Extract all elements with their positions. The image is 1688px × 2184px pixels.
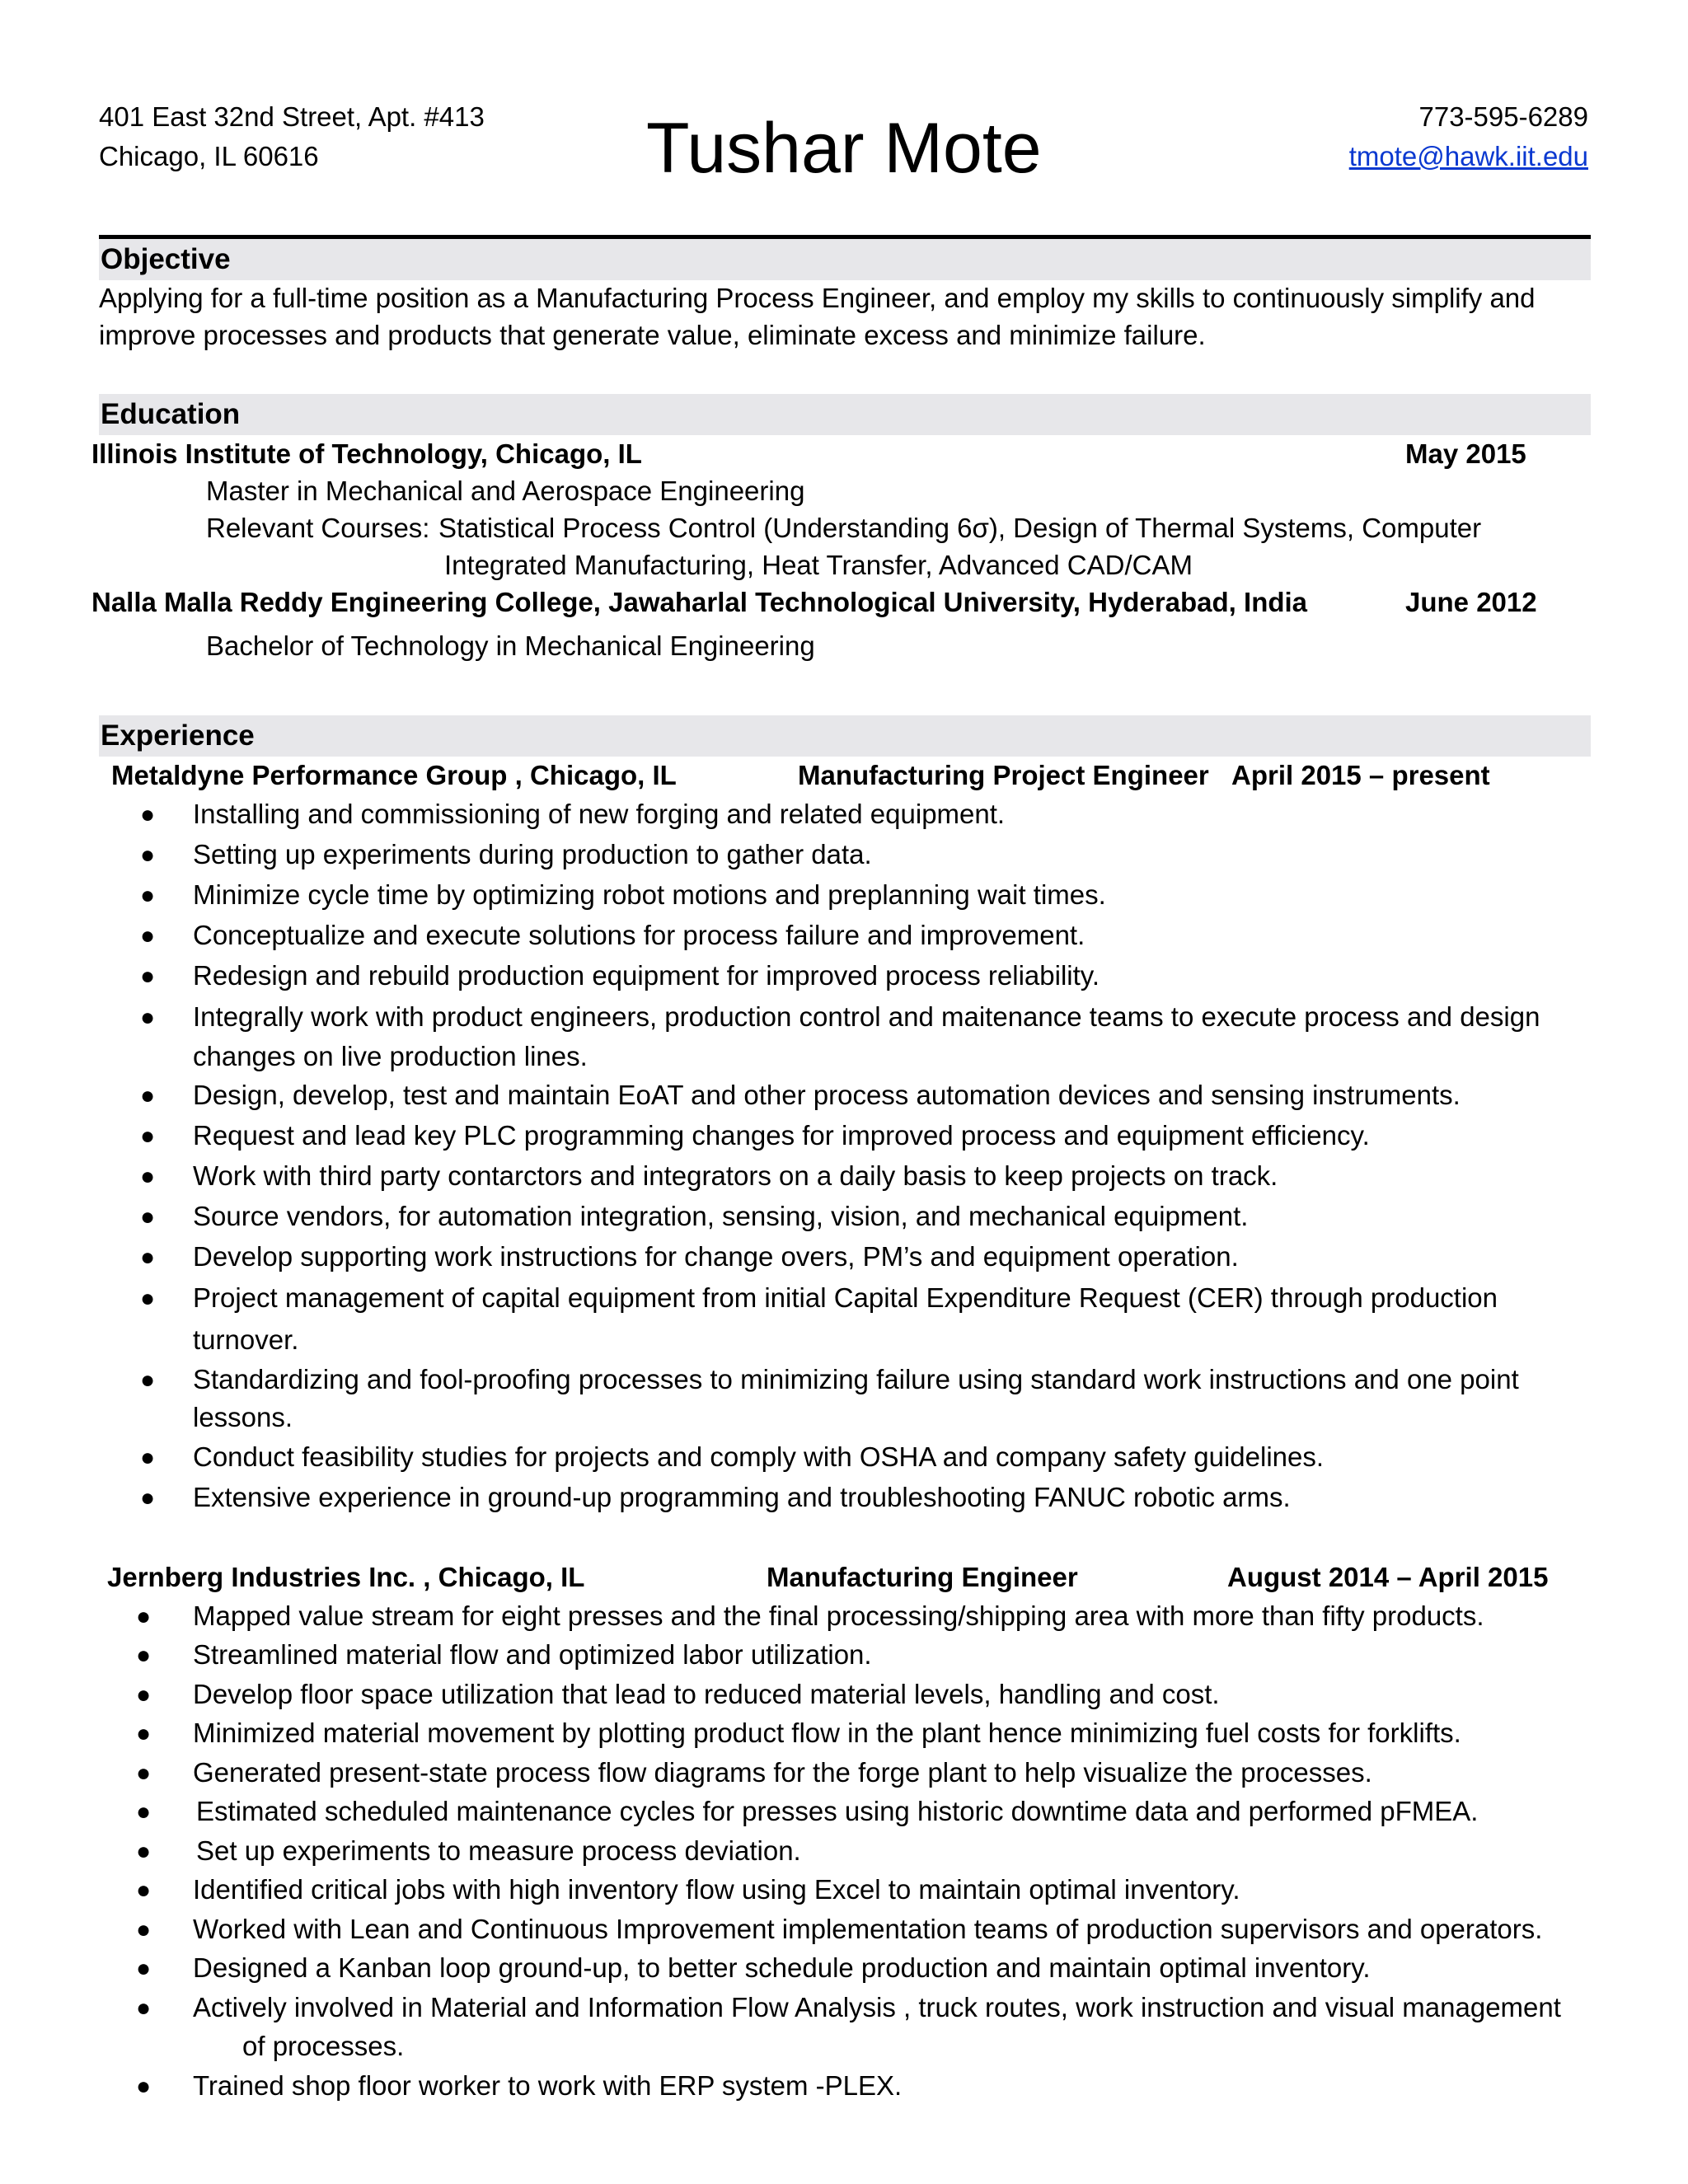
school-date: May 2015 [1405,438,1526,469]
job-bullet-continuation: of processes. [242,2031,405,2061]
bullet-icon: ● [140,882,156,909]
job-bullet-continuation: lessons. [193,1402,293,1432]
job-bullet: Worked with Lean and Continuous Improvement implementation teams of production supervisors and operators. [193,1914,1543,1944]
job-bullet: Estimated scheduled maintenance cycles for presses using historic downtime data and performed pFMEA. [196,1796,1479,1826]
job-bullet-continuation: turnover. [193,1324,299,1355]
job-bullet: Set up experiments to measure process deviation. [196,1835,801,1866]
job-bullet: Develop supporting work instructions for change overs, PM’s and equipment operation. [193,1241,1239,1272]
bullet-icon: ● [136,1642,152,1669]
job-bullet: Actively involved in Material and Information Flow Analysis , truck routes, work instruction and visual management [193,1992,1561,2022]
job-bullet: Minimize cycle time by optimizing robot motions and preplanning wait times. [193,879,1106,910]
experience-heading: Experience [101,719,255,752]
job-bullet-continuation: changes on live production lines. [193,1041,588,1071]
school-degree: Bachelor of Technology in Mechanical Engineering [206,630,815,661]
job-bullet: Installing and commissioning of new forging and related equipment. [193,799,1006,829]
bullet-icon: ● [136,1720,152,1747]
bullet-icon: ● [140,841,156,869]
relevant-courses-line-2: Integrated Manufacturing, Heat Transfer, Advanced CAD/CAM [444,550,1193,580]
bullet-icon: ● [140,1203,156,1230]
bullet-icon: ● [136,1798,152,1825]
job-company: Jernberg Industries Inc. , Chicago, IL [107,1562,585,1592]
bullet-icon: ● [136,2073,152,2100]
bullet-icon: ● [140,1484,156,1511]
school-date: June 2012 [1405,587,1537,617]
bullet-icon: ● [136,1760,152,1787]
job-bullet: Identified critical jobs with high inventory flow using Excel to maintain optimal inventory. [193,1874,1240,1905]
job-bullet: Redesign and rebuild production equipment for improved process reliability. [193,960,1100,991]
bullet-icon: ● [136,1955,152,1982]
job-title: Manufacturing Project Engineer [798,760,1209,790]
job-bullet: Generated present-state process flow diagrams for the forge plant to help visualize the processes. [193,1757,1372,1788]
address-line-1: 401 East 32nd Street, Apt. #413 [99,101,485,132]
job-bullet: Source vendors, for automation integration, sensing, vision, and mechanical equipment. [193,1201,1249,1231]
job-bullet: Streamlined material flow and optimized labor utilization. [193,1639,872,1670]
bullet-icon: ● [136,1877,152,1904]
job-bullet: Conduct feasibility studies for projects and comply with OSHA and company safety guidelines. [193,1441,1325,1472]
objective-text-line-2: improve processes and products that generate value, eliminate excess and minimize failure. [99,320,1206,350]
objective-text-line-1: Applying for a full-time position as a Manufacturing Process Engineer, and employ my skills to continuously simplify and [99,283,1536,313]
address-line-2: Chicago, IL 60616 [99,141,319,171]
job-bullet: Trained shop floor worker to work with ERP system -PLEX. [193,2070,903,2101]
bullet-icon: ● [140,1122,156,1150]
relevant-courses-label: Relevant Courses: [206,513,430,543]
experience-heading-band [99,715,1591,757]
objective-heading-band [99,239,1591,280]
bullet-icon: ● [136,1916,152,1943]
email-link[interactable]: tmote@hawk.iit.edu [1348,141,1588,171]
education-heading-band [99,394,1591,435]
bullet-icon: ● [140,1163,156,1190]
bullet-icon: ● [140,922,156,949]
bullet-icon: ● [140,1366,156,1394]
objective-heading: Objective [101,243,231,275]
job-bullet: Minimized material movement by plotting product flow in the plant hence minimizing fuel costs for forklifts. [193,1718,1461,1748]
bullet-icon: ● [136,1838,152,1865]
phone-number: 773-595-6289 [1418,101,1588,132]
bullet-icon: ● [136,1681,152,1708]
job-bullet: Develop floor space utilization that lead to reduced material levels, handling and cost. [193,1679,1220,1709]
education-heading: Education [101,398,241,430]
job-bullet: Project management of capital equipment from initial Capital Expenditure Request (CER) through production [193,1282,1498,1313]
job-dates: August 2014 – April 2015 [1227,1562,1549,1592]
job-bullet: Conceptualize and execute solutions for process failure and improvement. [193,920,1085,950]
job-bullet: Standardizing and fool-proofing processes to minimizing failure using standard work instructions and one point [193,1364,1519,1394]
job-title: Manufacturing Engineer [767,1562,1078,1592]
page-title: Tushar Mote [646,109,1042,188]
bullet-icon: ● [140,801,156,828]
bullet-icon: ● [140,1082,156,1109]
bullet-icon: ● [140,1285,156,1312]
job-company: Metaldyne Performance Group , Chicago, IL [111,760,677,790]
job-bullet: Mapped value stream for eight presses and the final processing/shipping area with more than fifty products. [193,1601,1484,1631]
bullet-icon: ● [140,963,156,990]
job-bullet: Extensive experience in ground-up programming and troubleshooting FANUC robotic arms. [193,1482,1291,1512]
job-bullet: Designed a Kanban loop ground-up, to better schedule production and maintain optimal inventory. [193,1952,1371,1983]
job-bullet: Setting up experiments during production to gather data. [193,839,872,869]
bullet-icon: ● [140,1004,156,1031]
job-bullet: Design, develop, test and maintain EoAT and other process automation devices and sensing instruments. [193,1080,1461,1110]
bullet-icon: ● [140,1444,156,1471]
job-bullet: Work with third party contarctors and integrators on a daily basis to keep projects on track. [193,1160,1278,1191]
school-name: Nalla Malla Reddy Engineering College, Jawaharlal Technological University, Hyderabad, India [91,587,1308,617]
school-degree: Master in Mechanical and Aerospace Engineering [206,476,805,506]
job-bullet: Integrally work with product engineers, production control and maitenance teams to execute process and design [193,1001,1540,1032]
school-name: Illinois Institute of Technology, Chicago, IL [91,438,642,469]
job-bullet: Request and lead key PLC programming changes for improved process and equipment efficiency. [193,1120,1370,1151]
job-dates: April 2015 – present [1231,760,1490,790]
bullet-icon: ● [136,1994,152,2022]
relevant-courses-line-1: Statistical Process Control (Understanding 6σ), Design of Thermal Systems, Computer [438,513,1482,543]
bullet-icon: ● [136,1603,152,1630]
bullet-icon: ● [140,1244,156,1271]
